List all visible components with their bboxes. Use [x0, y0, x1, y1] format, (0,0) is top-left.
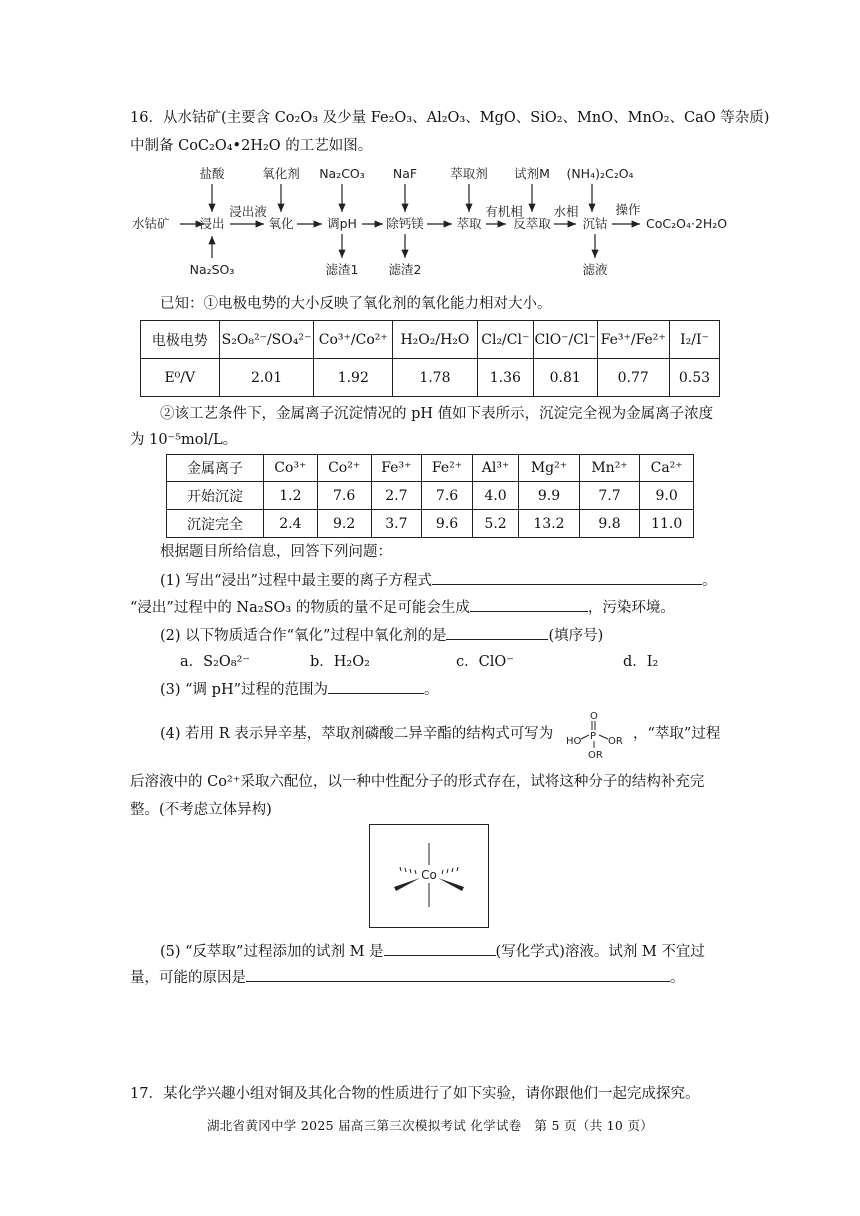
table1-cell: 0.77 [597, 359, 669, 397]
reagent-oxidant: 氧化剂 [262, 166, 300, 181]
table2-header-row [167, 455, 694, 482]
label-operation: 操作 [615, 202, 641, 217]
sub-question-2: (2) 以下物质适合作“氧化”过程中氧化剂的是 (填序号) [160, 625, 603, 646]
answer-blank-2[interactable] [446, 625, 548, 640]
table2-cell: 7.6 [317, 482, 371, 510]
answer-blank-3[interactable] [328, 679, 424, 694]
step-oxidize: 氧化 [268, 216, 294, 231]
label-aqueous-phase: 水相 [553, 204, 579, 219]
question16-intro-line1: 16．从水钴矿(主要含 Co₂O₃ 及少量 Fe₂O₃、Al₂O₃、MgO、SiO₂、MnO、MnO₂、CaO 等杂质) [130, 110, 770, 126]
table2-cell: 金属离子 [167, 455, 264, 482]
cobalt-center-label: Co [421, 868, 437, 882]
table2-cell: 5.2 [472, 510, 518, 538]
known-info-2-line1: ②该工艺条件下，金属离子沉淀情况的 pH 值如下表所示，沉淀完全视为金属离子浓度 [160, 406, 714, 422]
table1-cell: H₂O₂/H₂O [393, 321, 478, 359]
table2-cell: 开始沉淀 [167, 482, 264, 510]
structure-o-top: O [590, 711, 598, 722]
table2-row-start [167, 482, 694, 510]
table2-cell: Al³⁺ [472, 455, 518, 482]
table2-cell: 沉淀完全 [167, 510, 264, 538]
answer-blank-1a[interactable] [432, 570, 702, 585]
table1-cell: 0.81 [533, 359, 597, 397]
process-flow-diagram [130, 160, 740, 285]
option-b: b．H₂O₂ [310, 654, 370, 670]
table2-cell: 9.0 [640, 482, 694, 510]
reagent-na2co3: Na₂CO₃ [319, 166, 365, 181]
table2-cell: 1.2 [264, 482, 318, 510]
table2-cell: 11.0 [640, 510, 694, 538]
table1-cell: 0.53 [669, 359, 719, 397]
step-ore: 水钴矿 [132, 216, 170, 231]
answer-blank-5b[interactable] [246, 967, 670, 982]
table2-cell: 4.0 [472, 482, 518, 510]
output-filtrate: 滤液 [582, 262, 608, 277]
question16-intro-line2: 中制备 CoC₂O₄•2H₂O 的工艺如图。 [130, 138, 373, 154]
reagent-hcl: 盐酸 [199, 166, 225, 181]
precipitation-ph-table [166, 454, 694, 538]
cobalt-complex-answer-box[interactable] [369, 824, 489, 928]
table1-cell: Fe³⁺/Fe²⁺ [597, 321, 669, 359]
table2-cell: 7.7 [579, 482, 640, 510]
table2-cell: 13.2 [519, 510, 580, 538]
table1-cell: 2.01 [219, 359, 314, 397]
table2-row-complete [167, 510, 694, 538]
step-product: CoC₂O₄·2H₂O [646, 216, 728, 231]
table2-cell: Mn²⁺ [579, 455, 640, 482]
option-c: c．ClO⁻ [456, 654, 514, 670]
table1-header-row [141, 321, 720, 359]
input-na2so3: Na₂SO₃ [189, 262, 235, 277]
table1-cell: 1.92 [314, 359, 393, 397]
table2-cell: 9.6 [422, 510, 473, 538]
structure-or-bottom: OR [588, 750, 603, 760]
answer-blank-1b[interactable] [470, 597, 588, 612]
answer-blank-5a[interactable] [384, 941, 496, 956]
sub-question-5b: 量，可能的原因是 。 [130, 967, 685, 988]
reagent-naf: NaF [392, 166, 418, 181]
table2-cell: 2.7 [371, 482, 422, 510]
question17-intro: 17．某化学兴趣小组对铜及其化合物的性质进行了如下实验，请你跟他们一起完成探究。 [130, 1086, 700, 1102]
electrode-potential-table [140, 320, 720, 397]
known-info-2-line2: 为 10⁻⁵mol/L。 [130, 432, 238, 448]
sub-question-4a-text: (4) 若用 R 表示异辛基，萃取剂磷酸二异辛酯的结构式可写为 [160, 726, 554, 742]
label-organic-phase: 有机相 [485, 204, 523, 219]
option-d: d．I₂ [623, 654, 659, 670]
table1-cell: E⁰/V [141, 359, 220, 397]
sub-question-1a: (1) 写出“浸出”过程中最主要的离子方程式 。 [160, 570, 716, 591]
table2-cell: Fe²⁺ [422, 455, 473, 482]
cobalt-octahedral-skeleton [370, 825, 488, 927]
output-residue1: 滤渣1 [325, 262, 359, 277]
table1-cell: 电极电势 [141, 321, 220, 359]
sub-question-1b: “浸出”过程中的 Na₂SO₃ 的物质的量不足可能会生成 ，污染环境。 [130, 597, 675, 618]
label-leachate: 浸出液 [229, 204, 267, 219]
sub-question-4a-post: ，“萃取”过程 [633, 726, 721, 742]
table1-value-row [141, 359, 720, 397]
reagent-extractant: 萃取剂 [450, 166, 488, 181]
phosphate-ester-structure [566, 708, 630, 760]
page-footer: 湖北省黄冈中学 2025 届高三第三次模拟考试 化学试卷 第 5 页（共 10 页） [206, 1118, 654, 1133]
sub-question-4b: 后溶液中的 Co²⁺采取六配位，以一种中性配分子的形式存在，试将这种分子的结构补充完 [130, 774, 705, 790]
step-adjust-ph: 调pH [327, 216, 357, 231]
step-extract: 萃取 [456, 216, 482, 231]
table2-cell: 9.2 [317, 510, 371, 538]
reagent-oxalate: (NH₄)₂C₂O₄ [566, 166, 634, 181]
reagent-m: 试剂M [514, 166, 550, 181]
table2-cell: 2.4 [264, 510, 318, 538]
sub-question-3: (3) “调 pH”过程的范围为 。 [160, 679, 439, 700]
table1-cell: Cl₂/Cl⁻ [477, 321, 533, 359]
sub-question-5a: (5) “反萃取”过程添加的试剂 M 是 (写化学式)溶液。试剂 M 不宜过 [160, 941, 705, 962]
table2-cell: Ca²⁺ [640, 455, 694, 482]
table1-cell: I₂/I⁻ [669, 321, 719, 359]
output-residue2: 滤渣2 [388, 262, 422, 277]
table2-cell: 9.8 [579, 510, 640, 538]
option-a: a．S₂O₈²⁻ [180, 654, 251, 670]
table2-cell: Co³⁺ [264, 455, 318, 482]
structure-p: P [590, 731, 597, 742]
step-back-extract: 反萃取 [513, 216, 551, 231]
table2-cell: Fe³⁺ [371, 455, 422, 482]
table1-cell: ClO⁻/Cl⁻ [533, 321, 597, 359]
step-remove-ca-mg: 除钙镁 [386, 216, 424, 231]
step-leach: 浸出 [199, 216, 225, 231]
table2-cell: 3.7 [371, 510, 422, 538]
table2-cell: 9.9 [519, 482, 580, 510]
table1-cell: 1.36 [477, 359, 533, 397]
table1-cell: S₂O₈²⁻/SO₄²⁻ [219, 321, 314, 359]
table2-cell: Mg²⁺ [519, 455, 580, 482]
table2-cell: Co²⁺ [317, 455, 371, 482]
step-precipitate-co: 沉钴 [582, 216, 608, 231]
table1-cell: 1.78 [393, 359, 478, 397]
answer-prompt: 根据题目所给信息，回答下列问题： [160, 544, 392, 560]
table1-cell: Co³⁺/Co²⁺ [314, 321, 393, 359]
structure-or-right: OR [608, 736, 623, 747]
structure-ho: HO [566, 736, 582, 747]
sub-question-4c: 整。(不考虑立体异构) [130, 802, 272, 818]
table2-cell: 7.6 [422, 482, 473, 510]
known-info-1: 已知：①电极电势的大小反映了氧化剂的氧化能力相对大小。 [160, 296, 552, 312]
